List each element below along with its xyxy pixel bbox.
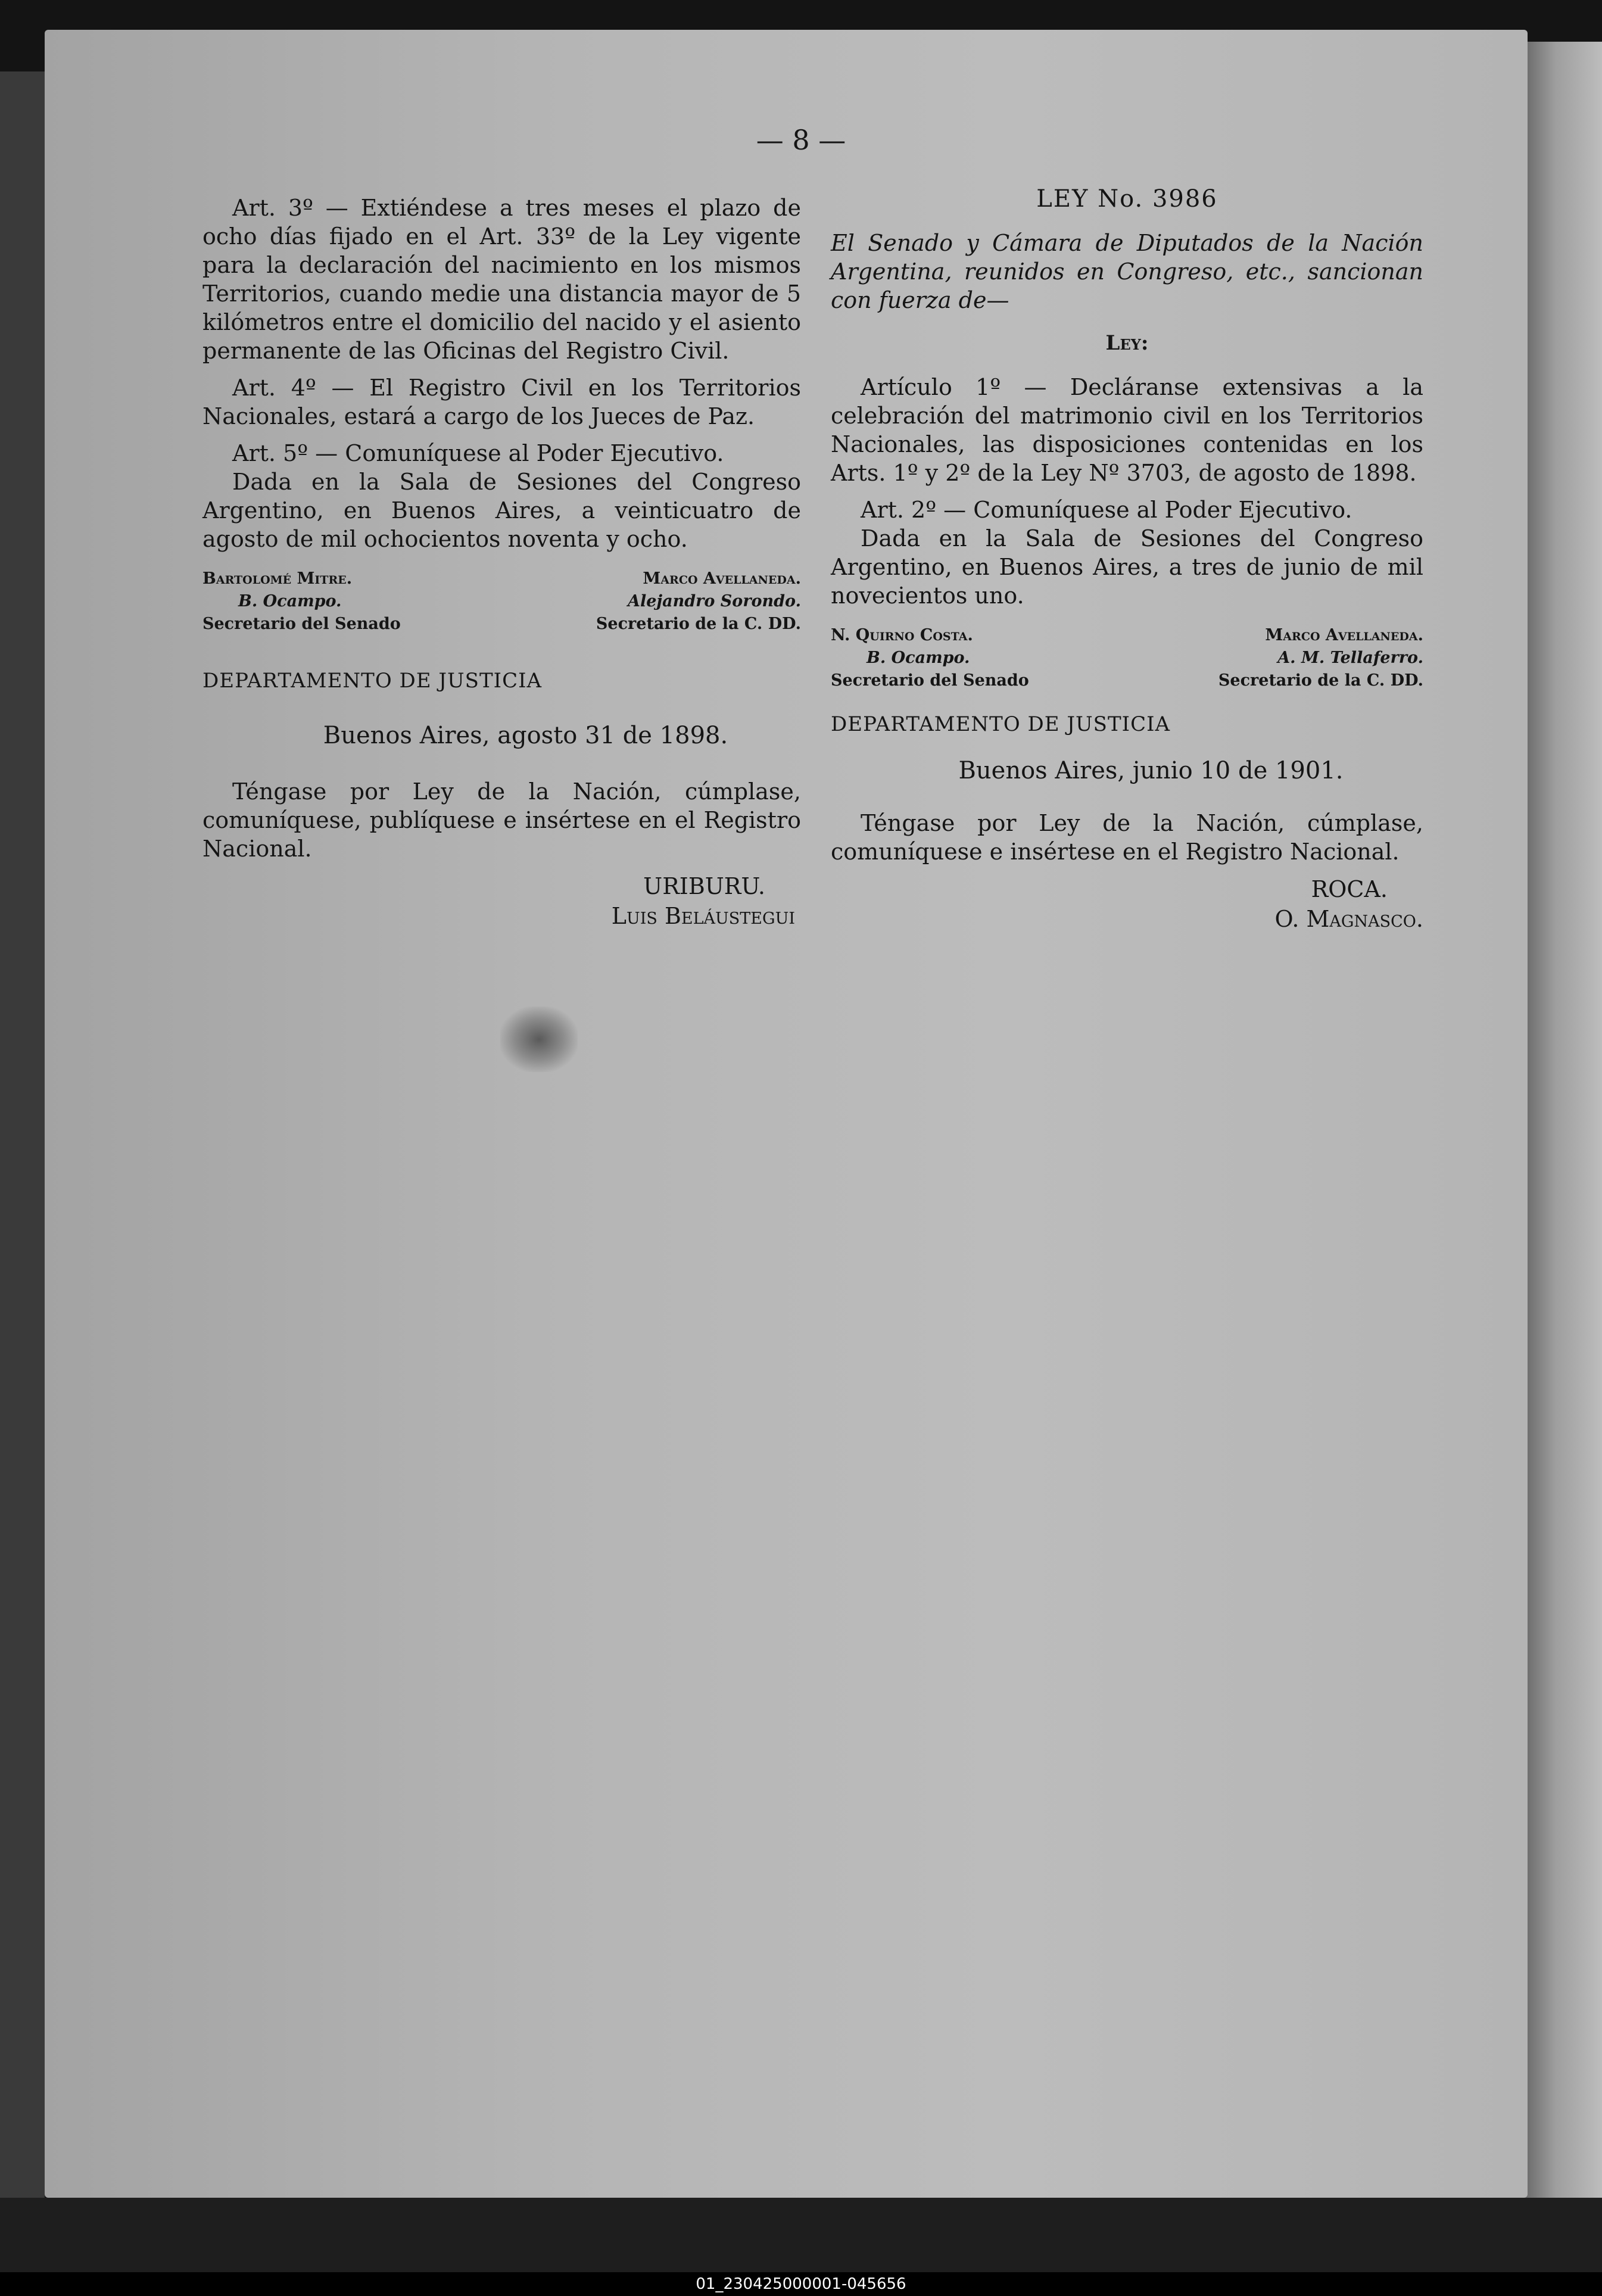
senate-secretary: B. Ocampo.	[238, 592, 342, 610]
deputies-president: Marco Avellaneda.	[1265, 626, 1423, 644]
final-paragraph: Téngase por Ley de la Nación, cúmplase, comuníquese, publíquese e insértese en el Registro Nacional.	[202, 778, 801, 862]
deputies-signature	[596, 568, 801, 635]
page-number: — 8 —	[756, 124, 846, 156]
article-2: Art. 2º — Comuníquese al Poder Ejecutivo.	[861, 497, 1352, 523]
senate-secretary: B. Ocampo.	[867, 649, 970, 667]
preamble: El Senado y Cámara de Diputados de la Nación Argentina, reunidos en Congreso, etc., sancionan con fuerza de—	[831, 230, 1423, 313]
deputies-secretary: Alejandro Sorondo.	[628, 592, 801, 610]
minister-signer: O. Magnasco.	[1274, 906, 1423, 932]
right-column	[831, 185, 1423, 934]
left-column	[202, 194, 801, 931]
dada-paragraph: Dada en la Sala de Sesiones del Congreso Argentino, en Buenos Aires, a tres de junio de mil novecientos uno.	[831, 525, 1423, 609]
department-heading: DEPARTAMENTO DE JUSTICIA	[831, 712, 1171, 736]
city-date: Buenos Aires, agosto 31 de 1898.	[323, 722, 728, 749]
deputies-secretary: A. M. Tellaferro.	[1277, 649, 1423, 667]
senate-secretary-role: Secretario del Senado	[202, 615, 401, 633]
book-spine-edge	[0, 71, 45, 2233]
congress-signatures	[831, 624, 1423, 692]
senate-secretary-role: Secretario del Senado	[831, 671, 1029, 690]
deputies-president: Marco Avellaneda.	[643, 569, 801, 588]
deputies-secretary-role: Secretario de la C. DD.	[596, 615, 801, 633]
senate-president: N. Quirno Costa.	[831, 626, 973, 644]
final-paragraph: Téngase por Ley de la Nación, cúmplase, comuníquese e insértese en el Registro Nacional.	[831, 810, 1423, 865]
ley-heading: Ley:	[1105, 331, 1149, 355]
article-5: Art. 5º — Comuníquese al Poder Ejecutivo.	[232, 440, 724, 466]
congress-signatures	[202, 568, 801, 635]
scan-caption: 01_230425000001-045656	[0, 2272, 1602, 2296]
article-1: Artículo 1º — Decláranse extensivas a la celebración del matrimonio civil en los Territorios Nacionales, las disposiciones contenidas en los Arts. 1º y 2º de la Ley Nº 3703, de agosto de 1898.	[831, 374, 1423, 486]
executive-signer: ROCA.	[1311, 876, 1388, 902]
senate-president: Bartolomé Mitre.	[202, 569, 353, 588]
dada-paragraph: Dada en la Sala de Sesiones del Congreso Argentino, en Buenos Aires, a veinticuatro de agosto de mil ochocientos noventa y ocho.	[202, 469, 801, 552]
senate-signature	[202, 568, 401, 635]
minister-signer: Luis Beláustegui	[611, 903, 795, 929]
executive-signer: URIBURU.	[643, 873, 765, 899]
deputies-secretary-role: Secretario de la C. DD.	[1218, 671, 1423, 690]
article-3: Art. 3º — Extiéndese a tres meses el plazo de ocho días fijado en el Art. 33º de la Ley vigente para la declaración del nacimiento en los mismos Territorios, cuando medie una distancia mayor de 5 kilómetros entre el domicilio del nacido y el asiento permanente de las Oficinas del Registro Civil.	[202, 195, 801, 364]
city-date: Buenos Aires, junio 10 de 1901.	[958, 757, 1344, 784]
article-4: Art. 4º — El Registro Civil en los Territorios Nacionales, estará a cargo de los Jueces de Paz.	[202, 375, 801, 429]
senate-signature	[831, 624, 1029, 692]
department-heading: DEPARTAMENTO DE JUSTICIA	[202, 669, 543, 693]
law-title: LEY No. 3986	[1036, 185, 1218, 213]
book-cover-edge	[1525, 42, 1602, 2222]
ink-stain	[500, 1007, 578, 1072]
book-bottom-edge	[0, 2198, 1602, 2272]
deputies-signature	[1218, 624, 1423, 692]
